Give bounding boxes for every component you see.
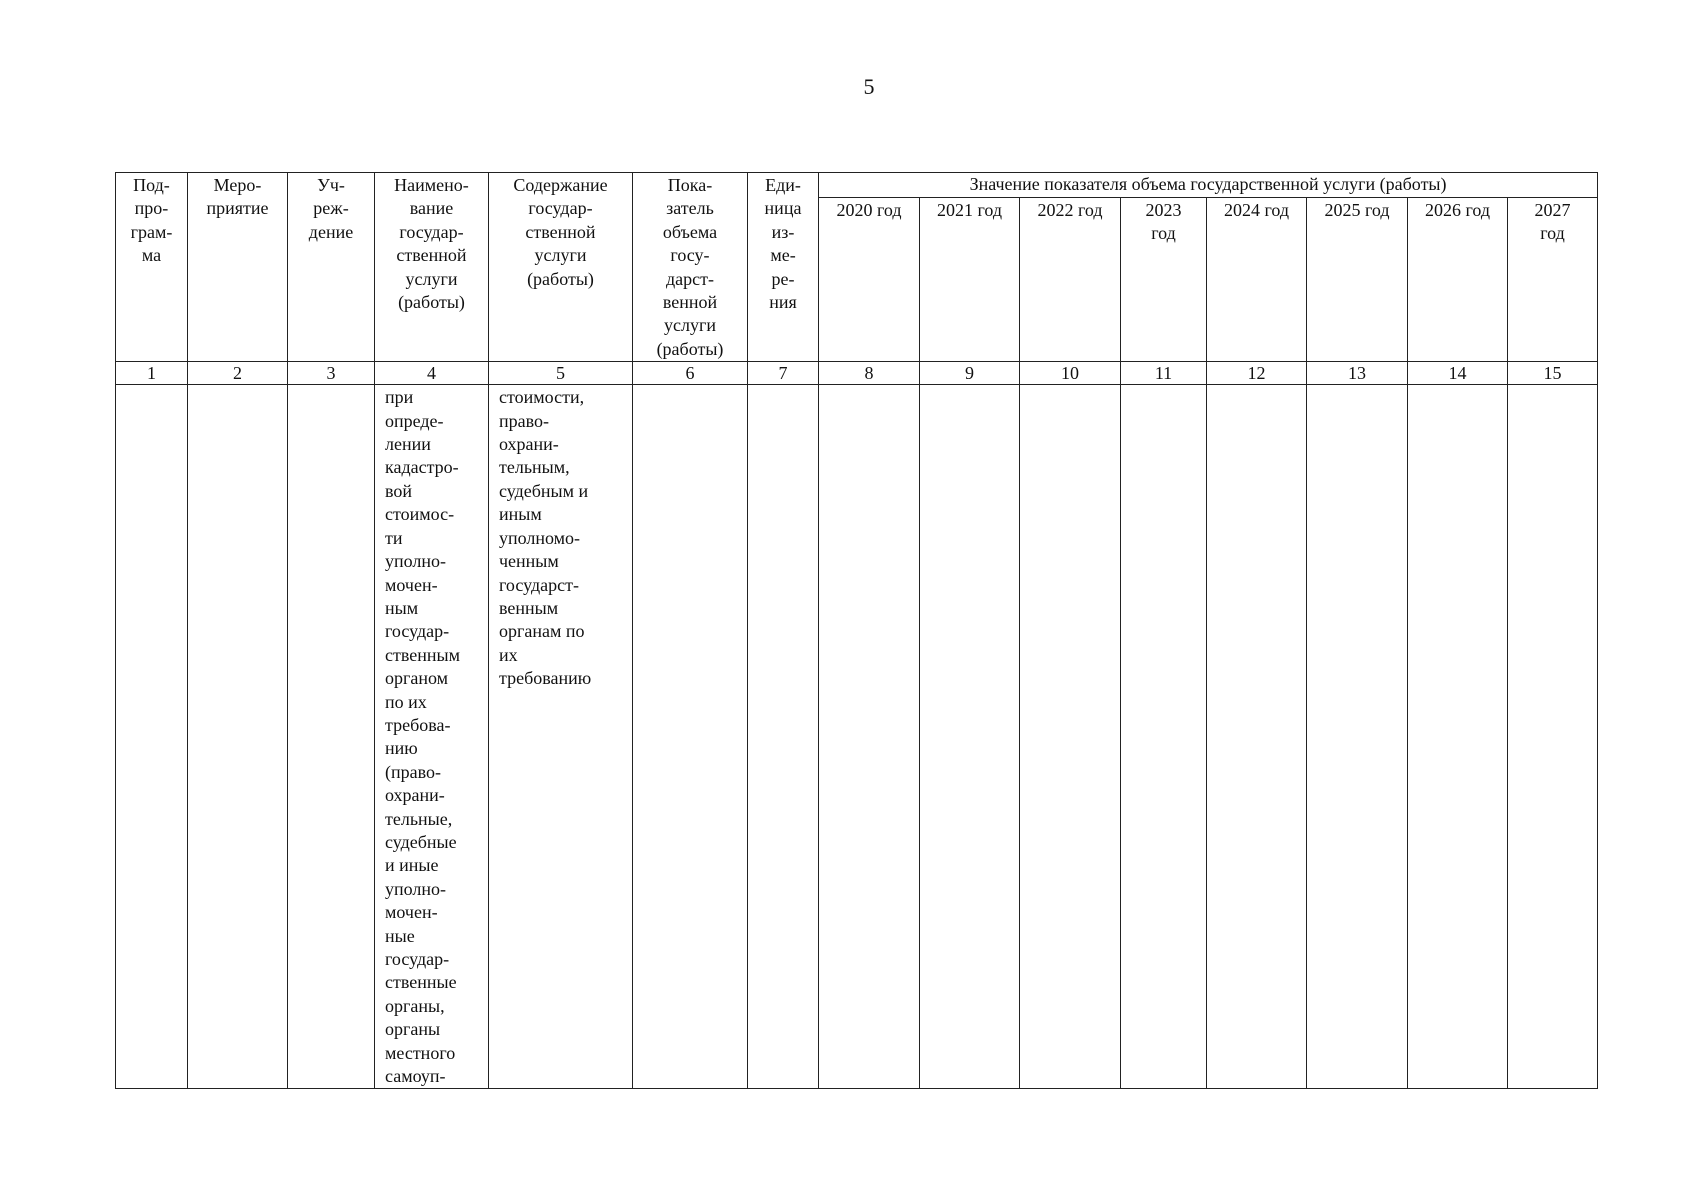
cell-value-2027 [1508,385,1598,1089]
col-header-subprogram: Под- про- грам- ма [116,173,188,362]
column-number: 1 [116,362,188,385]
column-number: 10 [1020,362,1121,385]
column-number: 6 [633,362,748,385]
column-number: 11 [1121,362,1207,385]
page-number: 5 [863,74,875,99]
col-header-year-2025: 2025 год [1307,197,1408,362]
service-volume-table [115,172,1598,1089]
column-number-row [116,362,1598,385]
cell-value-2024 [1207,385,1307,1089]
col-header-volume-indicator: Пока- затель объема госу- дарст- венной услуги (работы) [633,173,748,362]
group-header-volume-values: Значение показателя объема государственной услуги (работы) [819,173,1598,198]
column-number: 9 [920,362,1020,385]
header-row-top [116,173,1598,198]
column-number: 2 [188,362,288,385]
col-header-year-2024: 2024 год [1207,197,1307,362]
cell-subprogram [116,385,188,1089]
column-number: 7 [748,362,819,385]
col-header-year-2022: 2022 год [1020,197,1121,362]
column-number: 5 [489,362,633,385]
col-header-service-name: Наимено- вание государ- ственной услуги (работы) [375,173,489,362]
column-number: 4 [375,362,489,385]
column-number: 13 [1307,362,1408,385]
column-number: 15 [1508,362,1598,385]
column-number: 14 [1408,362,1508,385]
column-number: 8 [819,362,920,385]
col-header-institution: Уч- реж- дение [288,173,375,362]
cell-volume-indicator [633,385,748,1089]
cell-value-2025 [1307,385,1408,1089]
col-header-year-2023: 2023 год [1121,197,1207,362]
col-header-year-2027: 2027 год [1508,197,1598,362]
cell-service-name [375,385,489,1089]
col-header-year-2021: 2021 год [920,197,1020,362]
table-row [116,385,1598,1089]
col-header-year-2026: 2026 год [1408,197,1508,362]
cell-institution [288,385,375,1089]
service-content-text: стоимости, право- охрани- тельным, судебным и иным уполномо- ченным государст- венным органам по их требованию [499,387,592,689]
cell-measure [188,385,288,1089]
cell-value-2020 [819,385,920,1089]
col-header-year-2020: 2020 год [819,197,920,362]
column-number: 12 [1207,362,1307,385]
col-header-service-content: Содержание государ- ственной услуги (работы) [489,173,633,362]
service-name-text: при опреде- лении кадастро- вой стоимос- ти уполно- мочен- ным государ- ственным органом по их требова- нию (право- охрани- тельные, судебные и иные уполно- мочен- ные государ- ственные органы, органы местного самоуп- [385,387,460,1087]
col-header-measure: Меро- приятие [188,173,288,362]
cell-value-2026 [1408,385,1508,1089]
cell-value-2023 [1121,385,1207,1089]
cell-unit [748,385,819,1089]
cell-service-content [489,385,633,1089]
cell-value-2022 [1020,385,1121,1089]
col-header-unit: Еди- ница из- ме- ре- ния [748,173,819,362]
cell-value-2021 [920,385,1020,1089]
column-number: 3 [288,362,375,385]
